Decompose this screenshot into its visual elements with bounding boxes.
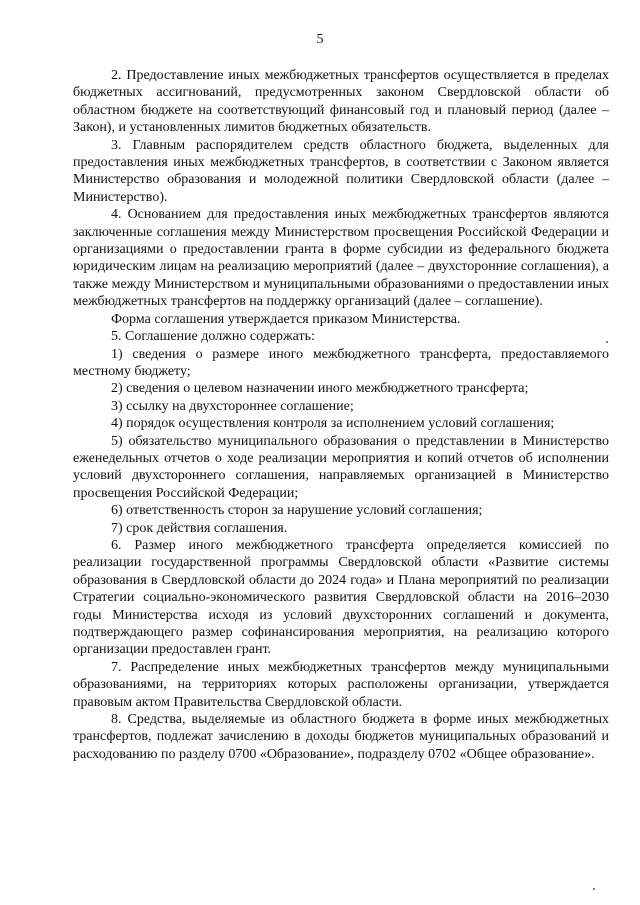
paragraph-clause-2: 2. Предоставление иных межбюджетных трансфертов осуществляется в пределах бюджетных ассигнований, предусмотренных законом Свердловской области об областном бюджете на соответствующий финансовый год и плановый период (далее – Закон), и установленных лимитов бюджетных обязательств. (73, 68, 609, 136)
paragraph-agreement-form: Форма соглашения утверждается приказом Министерства. (111, 311, 461, 327)
list-item-3: 3) ссылку на двухстороннее соглашение; (111, 398, 354, 414)
paragraph-clause-5: 5. Соглашение должно содержать: (111, 329, 315, 345)
paragraph-clause-8: 8. Средства, выделяемые из областного бюджета в форме иных межбюджетных трансфертов, подлежат зачислению в доходы бюджетов муниципальных образований и расходованию по разделу 0700 «Образование», подразделу 0702 «Общее образование». (73, 712, 609, 762)
list-item-1: 1) сведения о размере иного межбюджетного трансферта, предоставляемого местному бюджету; (73, 346, 609, 379)
page-number: 5 (316, 32, 324, 47)
paragraph-clause-7: 7. Распределение иных межбюджетных трансфертов между муниципальными образованиями, на территориях которых расположены организации, утверждается правовым актом Правительства Свердловской области. (73, 659, 609, 710)
paragraph-clause-4: 4. Основанием для предоставления иных межбюджетных трансфертов являются заключенные соглашения между Министерством просвещения Российской Федерации и организациями о предоставлении гранта в форме субсидии из федерального бюджета юридическим лицам на реализацию мероприятий (далее – двухсторонние соглашения), а также между Министерством и муниципальными образованиями о предоставлении иных межбюджетных трансфертов на поддержку организаций (далее – соглашение). (73, 207, 609, 310)
list-item-6: 6) ответственность сторон за нарушение условий соглашения; (111, 503, 483, 519)
paragraph-clause-3: 3. Главным распорядителем средств областного бюджета, выделенных для предоставления иных межбюджетных трансфертов, в соответствии с Законом является Министерство образования и молодежной политики Свердловской области (далее – Министерство). (73, 137, 609, 205)
scan-speck (606, 341, 608, 343)
document-body (73, 67, 609, 763)
list-item-7: 7) срок действия соглашения. (111, 520, 288, 536)
scan-speck (593, 888, 595, 890)
list-item-5: 5) обязательство муниципального образования о представлении в Министерство еженедельных отчетов о ходе реализации мероприятия и копий отчетов об исполнении условий двухстороннего соглашения, направляемых организацией в Министерство просвещения Российской Федерации; (73, 433, 609, 501)
paragraph-clause-6: 6. Размер иного межбюджетного трансферта определяется комиссией по реализации государственной программы Свердловской области «Развитие системы образования в Свердловской области до 2024 года» и Плана мероприятий по реализации Стратегии социально-экономического развития Свердловской области на 2016–2030 годы Министерства исходя из условий двухсторонних соглашений и документа, подтверждающего размер софинансирования мероприятия, на реализацию которого организации предоставлен грант. (73, 537, 609, 658)
list-item-2: 2) сведения о целевом назначении иного межбюджетного трансферта; (111, 381, 529, 397)
list-item-4: 4) порядок осуществления контроля за исполнением условий соглашения; (111, 416, 555, 432)
